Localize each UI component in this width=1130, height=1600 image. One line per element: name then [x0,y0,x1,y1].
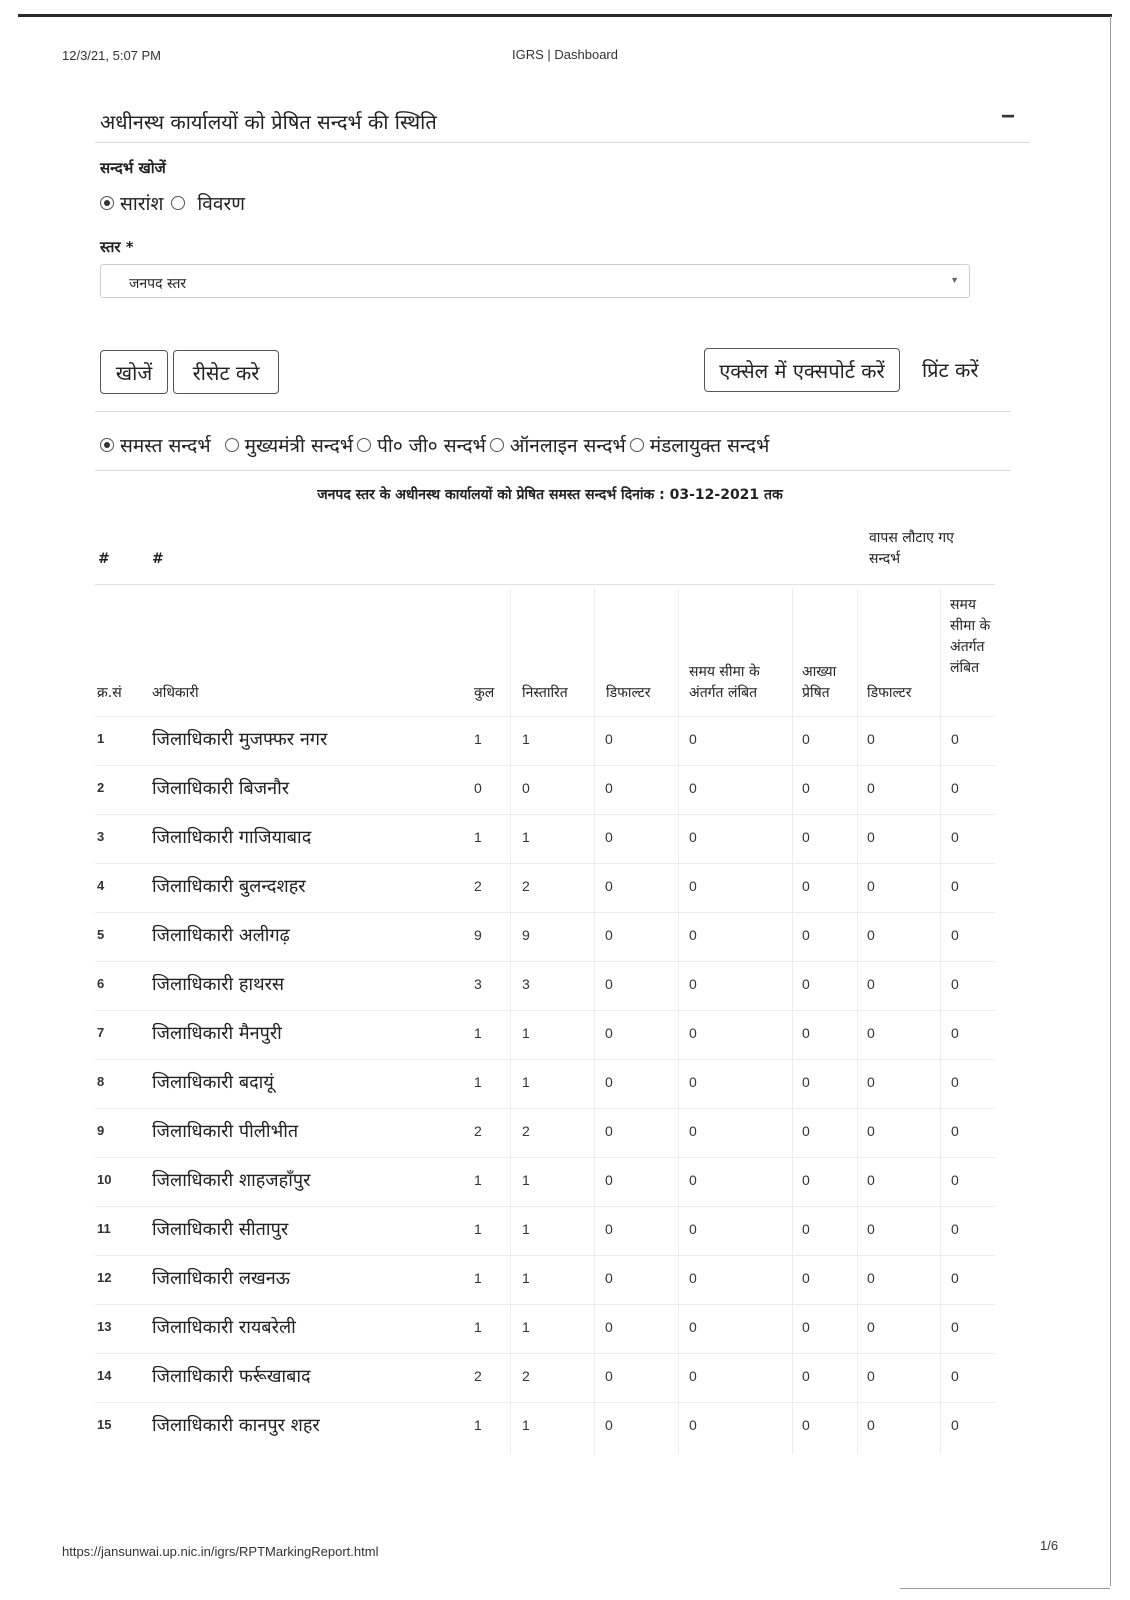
radio-detail[interactable] [171,196,185,210]
filter-divider [95,470,1010,471]
row-total: 1 [474,1270,482,1286]
row-disposed: 9 [522,927,530,943]
row-disposed: 1 [522,829,530,845]
print-page-number: 1/6 [1040,1538,1059,1553]
row-serial-number: 2 [97,780,105,795]
row-serial-number: 13 [97,1319,112,1334]
panel-title: अधीनस्थ कार्यालयों को प्रेषित सन्दर्भ की स्थिति [100,110,437,134]
row-returned-pending: 0 [951,927,959,943]
row-disposed: 1 [522,1417,530,1433]
row-returned-defaulter: 0 [867,976,875,992]
radio-detail-label: विवरण [197,193,245,215]
radio-cm-references[interactable] [225,438,239,452]
row-report-sent: 0 [802,1319,810,1335]
row-pending-in-time: 0 [689,731,697,747]
table-row [95,1353,995,1402]
print-page-title: IGRS | Dashboard [512,47,618,62]
row-disposed: 1 [522,1221,530,1237]
page-right-border [1110,16,1111,1586]
column-header-disposed: निस्तारित [522,685,568,701]
row-pending-in-time: 0 [689,1074,697,1090]
row-returned-defaulter: 0 [867,1025,875,1041]
row-serial-number: 14 [97,1368,112,1383]
radio-cm-references-label: मुख्यमंत्री सन्दर्भ [244,435,354,457]
row-total: 0 [474,780,482,796]
row-pending-in-time: 0 [689,1172,697,1188]
search-type-radio-group [100,190,253,216]
row-pending-in-time: 0 [689,1123,697,1139]
row-serial-number: 4 [97,878,105,893]
row-report-sent: 0 [802,1221,810,1237]
page-top-border [18,14,1112,17]
group-header-hash: # [98,551,110,567]
row-pending-in-time: 0 [689,927,697,943]
row-serial-number: 7 [97,1025,105,1040]
row-returned-defaulter: 0 [867,1172,875,1188]
report-table-body [95,716,995,1451]
row-report-sent: 0 [802,829,810,845]
row-defaulter: 0 [605,1172,613,1188]
radio-all-references-label: समस्त सन्दर्भ [120,435,211,457]
radio-pg-references[interactable] [357,438,371,452]
row-defaulter: 0 [605,1270,613,1286]
print-button[interactable]: प्रिंट करें [922,358,979,382]
row-defaulter: 0 [605,1368,613,1384]
row-officer-name: जिलाधिकारी रायबरेली [152,1317,296,1338]
print-footer-url: https://jansunwai.up.nic.in/igrs/RPTMarkingReport.html [62,1544,379,1559]
row-defaulter: 0 [605,1221,613,1237]
row-disposed: 0 [522,780,530,796]
search-type-label: सन्दर्भ खोजें [100,159,166,177]
table-row [95,863,995,912]
radio-commissioner-references[interactable] [630,438,644,452]
row-officer-name: जिलाधिकारी बुलन्दशहर [152,876,306,897]
row-returned-pending: 0 [951,1417,959,1433]
row-officer-name: जिलाधिकारी गाजियाबाद [152,827,312,848]
level-label: स्तर * [100,238,134,256]
row-officer-name: जिलाधिकारी बिजनौर [152,778,290,799]
column-header-pending-in-time: समय सीमा के अंतर्गत लंबित [689,664,760,701]
row-officer-name: जिलाधिकारी मैनपुरी [152,1023,282,1044]
row-pending-in-time: 0 [689,780,697,796]
row-total: 1 [474,1417,482,1433]
row-returned-defaulter: 0 [867,878,875,894]
table-row [95,1059,995,1108]
row-report-sent: 0 [802,1123,810,1139]
table-row [95,765,995,814]
row-returned-defaulter: 0 [867,1368,875,1384]
row-officer-name: जिलाधिकारी फर्रूखाबाद [152,1366,311,1387]
print-datetime: 12/3/21, 5:07 PM [62,48,162,63]
table-row [95,912,995,961]
row-total: 3 [474,976,482,992]
row-serial-number: 5 [97,927,105,942]
row-returned-pending: 0 [951,1123,959,1139]
row-report-sent: 0 [802,1172,810,1188]
row-total: 1 [474,1319,482,1335]
row-defaulter: 0 [605,1319,613,1335]
radio-online-references[interactable] [490,438,504,452]
row-total: 2 [474,878,482,894]
row-serial-number: 10 [97,1172,112,1187]
row-returned-defaulter: 0 [867,1123,875,1139]
row-report-sent: 0 [802,780,810,796]
table-row [95,1157,995,1206]
row-disposed: 3 [522,976,530,992]
column-header-defaulter: डिफाल्टर [606,685,651,701]
row-returned-pending: 0 [951,1368,959,1384]
row-returned-defaulter: 0 [867,829,875,845]
row-total: 1 [474,731,482,747]
row-pending-in-time: 0 [689,1368,697,1384]
row-report-sent: 0 [802,1417,810,1433]
row-returned-pending: 0 [951,780,959,796]
radio-commissioner-references-label: मंडलायुक्त सन्दर्भ [649,435,770,457]
row-officer-name: जिलाधिकारी लखनऊ [152,1268,290,1289]
row-serial-number: 8 [97,1074,105,1089]
group-header-divider [95,584,995,585]
radio-all-references[interactable] [100,438,114,452]
table-row [95,716,995,765]
table-row [95,814,995,863]
row-defaulter: 0 [605,1074,613,1090]
row-disposed: 1 [522,731,530,747]
row-returned-pending: 0 [951,829,959,845]
row-returned-defaulter: 0 [867,1221,875,1237]
radio-online-references-label: ऑनलाइन सन्दर्भ [509,435,626,457]
reference-type-radio-group [100,432,777,458]
table-row [95,1304,995,1353]
row-report-sent: 0 [802,1368,810,1384]
row-officer-name: जिलाधिकारी अलीगढ़ [152,925,290,946]
row-report-sent: 0 [802,1074,810,1090]
level-select-value: जनपद स्तर [129,276,187,292]
level-select[interactable] [100,264,970,298]
row-returned-defaulter: 0 [867,1074,875,1090]
row-disposed: 1 [522,1025,530,1041]
row-officer-name: जिलाधिकारी शाहजहाँपुर [152,1170,311,1191]
column-header-returned-defaulter: डिफाल्टर [867,685,912,701]
table-row [95,1108,995,1157]
row-report-sent: 0 [802,927,810,943]
group-header-hash: # [152,551,164,567]
row-returned-defaulter: 0 [867,1270,875,1286]
row-defaulter: 0 [605,976,613,992]
row-disposed: 2 [522,878,530,894]
row-returned-pending: 0 [951,1270,959,1286]
radio-summary[interactable] [100,196,114,210]
row-serial-number: 12 [97,1270,112,1285]
row-returned-pending: 0 [951,878,959,894]
row-defaulter: 0 [605,927,613,943]
row-pending-in-time: 0 [689,878,697,894]
report-title: जनपद स्तर के अधीनस्थ कार्यालयों को प्रेषित समस्त सन्दर्भ दिनांक : 03-12-2021 तक [317,487,783,503]
row-defaulter: 0 [605,731,613,747]
row-defaulter: 0 [605,829,613,845]
search-button[interactable]: खोजें [100,350,168,394]
radio-summary-label: सारांश [120,193,164,215]
row-returned-defaulter: 0 [867,780,875,796]
panel-divider [95,142,1030,143]
row-report-sent: 0 [802,976,810,992]
column-header-officer: अधिकारी [152,685,199,701]
chevron-down-icon: ▼ [950,275,959,285]
row-pending-in-time: 0 [689,1221,697,1237]
row-pending-in-time: 0 [689,976,697,992]
row-total: 1 [474,1025,482,1041]
row-returned-defaulter: 0 [867,1417,875,1433]
table-row [95,1255,995,1304]
row-serial-number: 3 [97,829,105,844]
radio-pg-references-label: पी० जी० सन्दर्भ [377,435,486,457]
row-defaulter: 0 [605,1417,613,1433]
row-total: 1 [474,1172,482,1188]
row-defaulter: 0 [605,878,613,894]
column-header-total: कुल [474,685,495,701]
row-returned-pending: 0 [951,1221,959,1237]
row-defaulter: 0 [605,1123,613,1139]
row-serial-number: 15 [97,1417,112,1432]
row-returned-defaulter: 0 [867,1319,875,1335]
row-officer-name: जिलाधिकारी हाथरस [152,974,285,995]
row-returned-pending: 0 [951,1319,959,1335]
table-row [95,1402,995,1451]
column-header-report-sent: आख्या प्रेषित [802,664,837,701]
row-report-sent: 0 [802,878,810,894]
row-defaulter: 0 [605,1025,613,1041]
toolbar-divider [95,411,1010,412]
row-pending-in-time: 0 [689,1270,697,1286]
row-disposed: 2 [522,1368,530,1384]
row-total: 2 [474,1123,482,1139]
row-report-sent: 0 [802,1025,810,1041]
row-officer-name: जिलाधिकारी मुजफ्फर नगर [152,729,328,750]
row-total: 9 [474,927,482,943]
row-officer-name: जिलाधिकारी कानपुर शहर [152,1415,320,1436]
row-report-sent: 0 [802,731,810,747]
column-header-sn: क्र.सं [97,685,122,701]
row-returned-pending: 0 [951,731,959,747]
row-total: 1 [474,1074,482,1090]
row-returned-pending: 0 [951,1172,959,1188]
row-pending-in-time: 0 [689,1025,697,1041]
table-row [95,961,995,1010]
row-disposed: 2 [522,1123,530,1139]
row-total: 2 [474,1368,482,1384]
row-serial-number: 6 [97,976,105,991]
row-returned-defaulter: 0 [867,927,875,943]
row-officer-name: जिलाधिकारी सीतापुर [152,1219,289,1240]
row-serial-number: 9 [97,1123,105,1138]
row-returned-pending: 0 [951,976,959,992]
row-serial-number: 1 [97,731,105,746]
table-row [95,1206,995,1255]
column-header-returned-pending: समय सीमा के अंतर्गत लंबित [950,597,991,676]
row-pending-in-time: 0 [689,1417,697,1433]
row-total: 1 [474,829,482,845]
row-serial-number: 11 [97,1221,111,1236]
row-officer-name: जिलाधिकारी पीलीभीत [152,1121,299,1142]
export-excel-button[interactable]: एक्सेल में एक्सपोर्ट करें [704,348,900,392]
row-report-sent: 0 [802,1270,810,1286]
table-row [95,1010,995,1059]
row-pending-in-time: 0 [689,829,697,845]
row-officer-name: जिलाधिकारी बदायूं [152,1072,274,1093]
row-returned-pending: 0 [951,1074,959,1090]
row-total: 1 [474,1221,482,1237]
group-header-returned: वापस लौटाए गए सन्दर्भ [869,530,954,567]
row-returned-defaulter: 0 [867,731,875,747]
row-disposed: 1 [522,1172,530,1188]
collapse-icon[interactable]: − [1000,103,1015,130]
row-disposed: 1 [522,1319,530,1335]
row-disposed: 1 [522,1270,530,1286]
row-defaulter: 0 [605,780,613,796]
row-disposed: 1 [522,1074,530,1090]
reset-button[interactable]: रीसेट करे [173,350,279,394]
page-bottom-border [900,1588,1110,1589]
row-pending-in-time: 0 [689,1319,697,1335]
row-returned-pending: 0 [951,1025,959,1041]
